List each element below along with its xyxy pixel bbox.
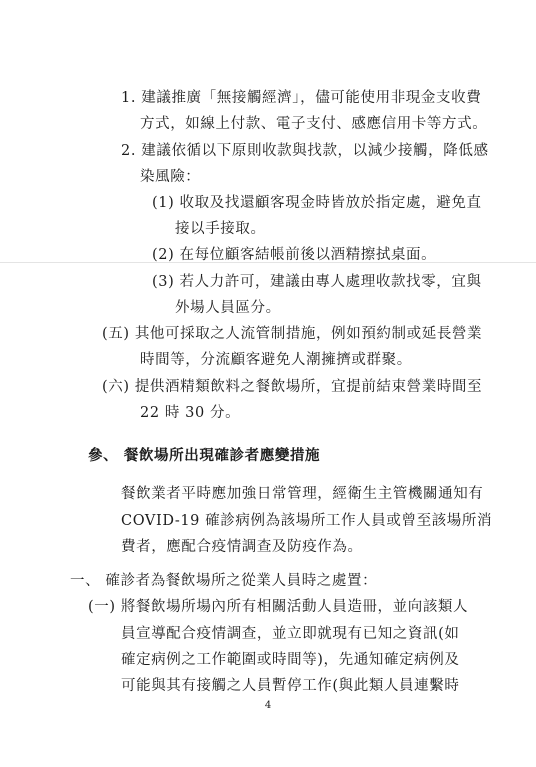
item-5-line-2: 時間等，分流顧客避免人潮擁擠或群聚。	[140, 352, 412, 368]
subitem-3-line-2: 外場人員區分。	[175, 300, 281, 316]
measure-1-line-2: 員宣導配合疫情調查，並立即就現有已知之資訊(如	[121, 626, 460, 642]
item-5-line-1: (五) 其他可採取之人流管制措施，例如預約制或延長營業	[102, 326, 483, 342]
section-3-heading: 參、 餐飲場所出現確診者應變措施	[88, 447, 321, 464]
item-2-line-2: 染風險：	[140, 169, 201, 185]
measure-1-line-4: 可能與其有接觸之人員暫停工作(與此類人員連繫時	[121, 678, 460, 694]
measure-1-line-3: 確定病例之工作範圍或時間等)，先通知確定病例及	[121, 652, 460, 668]
subitem-1-line-1: (1) 收取及找還顧客現金時皆放於指定處，避免直	[152, 195, 482, 211]
subitem-1-line-2: 接以手接取。	[175, 221, 266, 237]
subsection-1-heading: 一、 確診者為餐飲場所之從業人員時之處置：	[70, 573, 378, 589]
item-2-line-1: 2. 建議依循以下原則收款與找款，以減少接觸，降低感	[121, 143, 489, 159]
section-3-para-line-2: COVID-19 確診病例為該場所工作人員或曾至該場所消	[121, 513, 493, 529]
item-6-line-1: (六) 提供酒精類飲料之餐飲場所，宜提前結束營業時間至	[102, 379, 483, 395]
item-1-line-1: 1. 建議推廣「無接觸經濟」，儘可能使用非現金支收費	[121, 90, 482, 106]
page-number: 4	[264, 700, 272, 711]
subitem-3-line-1: (3) 若人力許可，建議由專人處理收款找零，宜與	[152, 274, 482, 290]
section-3-para-line-3: 費者，應配合疫情調查及防疫作為。	[121, 539, 363, 555]
measure-1-line-1: (一) 將餐飲場所場內所有相關活動人員造冊，並向該類人	[88, 599, 469, 615]
item-6-line-2: 22 時 30 分。	[140, 405, 241, 421]
subitem-2: (2) 在每位顧客結帳前後以酒精擦拭桌面。	[152, 247, 437, 263]
item-1-line-2: 方式，如線上付款、電子支付、感應信用卡等方式。	[140, 116, 488, 132]
section-3-para-line-1: 餐飲業者平時應加強日常管理，經衛生主管機關通知有	[121, 486, 484, 502]
